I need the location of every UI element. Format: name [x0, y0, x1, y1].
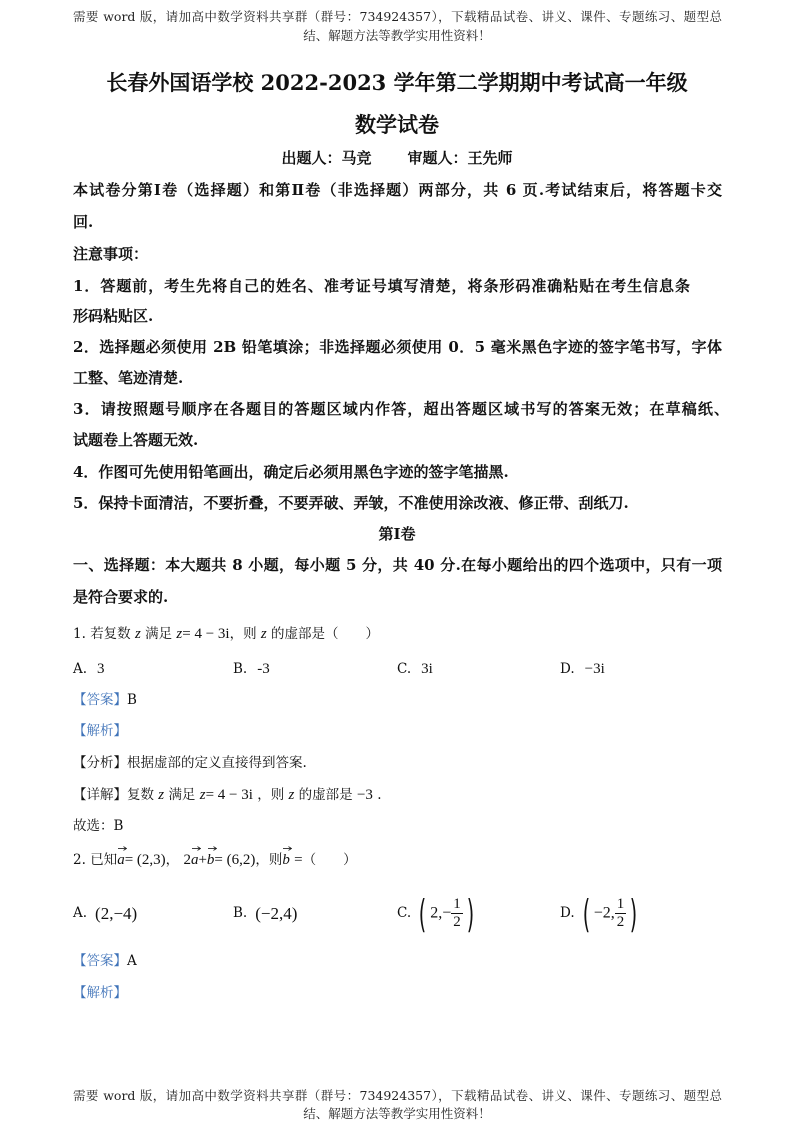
- header-note-line1: 需要 word 版，请加高中数学资料共享群（群号：734924357），下载精品试卷、讲义、课件、专题练习、题型总: [73, 9, 722, 24]
- option-lead: −2,: [593, 904, 615, 922]
- analysis-label: 【解析】: [73, 723, 127, 739]
- vector-letter: a: [190, 852, 199, 868]
- notice-3-line1: 3．请按照题号顺序在各题目的答题区域内作答，超出答题区域书写的答案无效；在草稿纸、: [73, 400, 729, 418]
- option-label: B.: [233, 905, 248, 921]
- denominator: 2: [453, 914, 461, 930]
- question-number: 2.: [73, 852, 86, 868]
- close-paren: ): [630, 891, 638, 936]
- q2-analysis-heading: [73, 981, 127, 1005]
- question-2-stem: [73, 848, 357, 872]
- var-z: z: [260, 626, 267, 642]
- option-value: (−2,4): [255, 903, 298, 923]
- stem-separator: ，: [165, 852, 180, 868]
- vector-arrow-icon: [283, 846, 292, 851]
- numerator: 1: [616, 896, 625, 912]
- plus-sign: +: [198, 852, 207, 868]
- fraction: [615, 896, 627, 931]
- sum-value: = (6,2): [214, 852, 256, 868]
- answer-value: B: [127, 692, 137, 708]
- notice-2-line2: 工整、笔迹清楚.: [73, 369, 184, 387]
- q1-option-c: [397, 657, 433, 681]
- eq-lhs: z: [176, 626, 183, 642]
- vector-arrow-icon: [208, 846, 217, 851]
- vector-a-value: = (2,3): [124, 852, 166, 868]
- analysis-label: 【解析】: [73, 985, 127, 1001]
- option-label: B.: [233, 661, 248, 677]
- stem-text: 满足: [145, 626, 173, 642]
- footer-note-line2: 结、解题方法等教学实用性资料！: [303, 1106, 491, 1121]
- xiangjie-text: 满足: [168, 787, 196, 803]
- option-value: 3i: [421, 661, 433, 677]
- notice-heading: 注意事项：: [73, 245, 149, 263]
- exam-authors: [0, 146, 794, 170]
- var-z: z: [134, 626, 141, 642]
- option-label: D.: [560, 661, 575, 677]
- xiangjie-end: .: [377, 787, 382, 803]
- xiangjie-text: 复数: [127, 787, 154, 803]
- xiangjie-label: 【详解】: [73, 787, 127, 803]
- notice-5: 5．保持卡面清洁，不要折叠，不要弄破、弄皱，不准使用涂改液、修正带、刮纸刀.: [73, 494, 629, 512]
- option-label: C.: [397, 661, 412, 677]
- option-label: D.: [560, 905, 575, 921]
- stem-text: ，则: [229, 626, 257, 642]
- xiangjie-text: ，则: [257, 787, 285, 803]
- vector-arrow-icon: [192, 846, 201, 851]
- section-heading-line2: 是符合要求的.: [73, 588, 169, 606]
- fenxi-text: 根据虚部的定义直接得到答案.: [127, 755, 307, 771]
- option-value: 3: [97, 661, 105, 677]
- stem-text: （ ）: [302, 852, 357, 868]
- vector-a: [117, 848, 125, 872]
- question-number: 1.: [73, 626, 86, 642]
- stem-text: 若复数: [90, 626, 131, 642]
- section-heading-line1: 一、选择题：本大题共 8 小题，每小题 5 分，共 40 分.在每小题给出的四个选项中，只有一项: [73, 556, 722, 574]
- var-z: z: [288, 787, 295, 803]
- notice-1-line1: 1．答题前，考生先将自己的姓名、准考证号填写清楚，将条形码准确粘贴在考生信息条: [73, 277, 690, 295]
- imag-part-value: −3: [356, 787, 373, 803]
- q2-option-c: [397, 891, 478, 935]
- reviewer: 审题人：王先师: [407, 149, 513, 167]
- q2-answer: [73, 949, 137, 973]
- equals-sign: =: [294, 852, 303, 868]
- vector-b: [207, 848, 215, 872]
- xiangjie-text: 的虚部是: [298, 787, 353, 803]
- answer-label: 【答案】: [73, 953, 127, 969]
- notice-1-line2: 形码粘贴区.: [73, 307, 154, 325]
- open-paren: (: [582, 891, 591, 936]
- vector-letter: b: [282, 852, 290, 868]
- header-note-line2: 结、解题方法等教学实用性资料！: [303, 28, 491, 43]
- q2-option-a: [73, 891, 137, 935]
- vector-b: [282, 848, 290, 872]
- q2-option-b: [233, 891, 297, 935]
- eq-rhs: = 4 − 3i: [182, 626, 230, 642]
- vector-arrow-icon: [118, 846, 127, 851]
- notice-4: 4．作图可先使用铅笔画出，确定后必须用黑色字迹的签字笔描黑.: [73, 463, 509, 481]
- q1-option-d: [560, 657, 605, 681]
- stem-text: ，则: [255, 852, 283, 868]
- option-label: A.: [73, 661, 88, 677]
- stem-text: 已知: [90, 852, 118, 868]
- option-value: −3i: [584, 661, 605, 677]
- answer-value: A: [127, 953, 137, 969]
- footer-note-line1: 需要 word 版，请加高中数学资料共享群（群号：734924357），下载精品试卷、讲义、课件、专题练习、题型总: [73, 1088, 722, 1103]
- numerator: 1: [453, 896, 461, 912]
- option-value: -3: [257, 661, 270, 677]
- coefficient: 2: [183, 852, 191, 868]
- q1-answer: [73, 688, 137, 712]
- vector-letter: b: [206, 852, 215, 868]
- vector-letter: a: [117, 852, 125, 868]
- part-heading: 第Ⅰ卷: [378, 525, 416, 543]
- q2-option-d: [560, 891, 641, 935]
- q1-fenxi: [73, 751, 307, 775]
- q1-option-a: [73, 657, 105, 681]
- eq-rhs: = 4 − 3i: [205, 787, 253, 803]
- answer-label: 【答案】: [73, 692, 127, 708]
- exam-title: 长春外国语学校 2022-2023 学年第二学期期中考试高一年级: [106, 70, 688, 95]
- stem-text: 的虚部是（ ）: [271, 626, 380, 642]
- close-paren: ): [466, 891, 474, 936]
- setter: 出题人：马竞: [281, 149, 372, 167]
- q1-option-b: [233, 657, 270, 681]
- option-label: C.: [397, 905, 412, 921]
- vector-a: [191, 848, 199, 872]
- option-lead: 2,−: [430, 904, 452, 922]
- q1-conclusion: 故选：B: [73, 818, 124, 834]
- q1-xiangjie: [73, 783, 382, 807]
- exam-subtitle: 数学试卷: [355, 112, 439, 137]
- fenxi-label: 【分析】: [73, 755, 127, 771]
- notice-2-line1: 2．选择题必须使用 2B 铅笔填涂；非选择题必须使用 0．5 毫米黑色字迹的签字笔书写，字体: [73, 338, 722, 356]
- q1-analysis-heading: [73, 719, 127, 743]
- fraction: [451, 896, 463, 931]
- denominator: 2: [616, 914, 625, 930]
- option-value: (2,−4): [95, 903, 138, 923]
- question-1-stem: [73, 622, 379, 646]
- intro-line: 本试卷分第Ⅰ卷（选择题）和第Ⅱ卷（非选择题）两部分，共 6 页.考试结束后，将答题卡交: [73, 181, 722, 199]
- var-z: z: [158, 787, 165, 803]
- option-label: A.: [73, 905, 88, 921]
- open-paren: (: [419, 891, 427, 936]
- notice-3-line2: 试题卷上答题无效.: [73, 431, 199, 449]
- intro-line: 回.: [73, 213, 94, 231]
- eq-lhs: z: [199, 787, 206, 803]
